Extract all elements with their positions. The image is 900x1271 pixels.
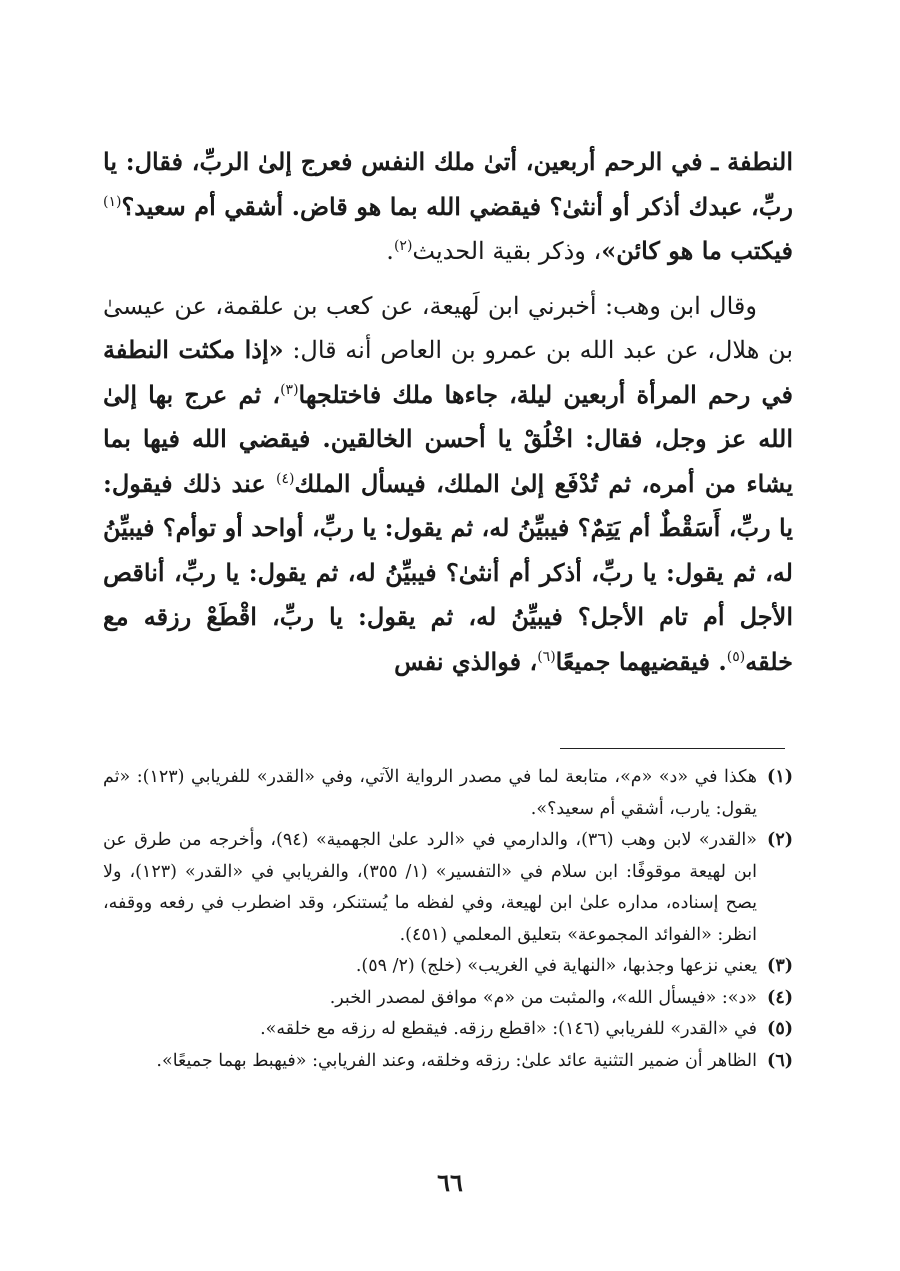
footnote-text: «د»: «فيسأل الله»، والمثبت من «م» موافق لمصدر الخبر. bbox=[329, 987, 757, 1008]
footnote-text: «القدر» لابن وهب (٣٦)، والدارمي في «الرد علىٰ الجهمية» (٩٤)، وأخرجه من طرق عن ابن لهيعة موقوفًا: ابن سلام في «التفسير» (١/ ٣٥٥)، والفريابي في «القدر» (١٢٣)، ولا يصح إسناده، مداره علىٰ ابن لهيعة، وفي لفظه ما يُستنكر، وقد اضطرب في رفعه ووقفه، انظر: «الفوائد المجموعة» بتعليق المعلمي (٤٥١). bbox=[103, 830, 758, 945]
footnote-item bbox=[103, 951, 793, 983]
text-segment: . bbox=[386, 237, 394, 265]
footnote-ref: (٥) bbox=[726, 648, 746, 665]
footnote-ref: (٤) bbox=[276, 470, 295, 487]
footnote-number: (٢) bbox=[767, 830, 793, 850]
text-segment: . فيقضيهما جميعًا bbox=[555, 646, 727, 676]
footnote-separator bbox=[560, 748, 785, 749]
text-segment: «إذا مكثت النطفة في رحم المرأة أربعين ليلة، جاءها ملك فاختلجها bbox=[103, 335, 793, 409]
footnote-number: (١) bbox=[767, 767, 793, 787]
footnote-number: (٤) bbox=[767, 987, 793, 1008]
footnote-number: (٥) bbox=[767, 1019, 793, 1039]
footnote-item bbox=[103, 983, 793, 1015]
footnote-item bbox=[103, 1014, 793, 1046]
text-segment: ، فوالذي نفس bbox=[394, 646, 538, 676]
paragraph-2 bbox=[103, 284, 793, 685]
main-body-text bbox=[103, 140, 793, 684]
footnote-ref: (٣) bbox=[280, 381, 299, 398]
text-segment: وقال ابن وهب: أخبرني ابن لَهيعة، عن كعب بن علقمة، عن عيسىٰ بن هلال، عن عبد الله بن عمرو بن العاص أنه قال: bbox=[103, 291, 793, 364]
footnote-number: (٦) bbox=[767, 1050, 793, 1071]
footnote-text: يعني نزعها وجذبها، «النهاية في الغريب» (خلج) (٢/ ٥٩). bbox=[355, 956, 757, 976]
text-segment: فيكتب ما هو كائن» bbox=[601, 236, 793, 265]
text-segment: ، وذكر بقية الحديث bbox=[412, 237, 602, 265]
footnote-ref: (٢) bbox=[393, 238, 413, 254]
footnote-item bbox=[103, 1046, 793, 1078]
text-segment: عند ذلك فيقول: يا ربِّ، أَسَقْطٌ أم يَتِمٌ؟ فيبيِّنُ له، ثم يقول: يا ربِّ، أواحد أو توأم؟ فيبيِّنُ له، ثم يقول: يا ربِّ، أذكر أم أنثىٰ؟ فيبيِّنُ له، ثم يقول: يا ربِّ، أناقص الأجل أم تام الأجل؟ فيبيِّنُ له، ثم يقول: يا ربِّ، اقْطَعْ رزقه مع خلقه bbox=[103, 468, 793, 676]
paragraph-1 bbox=[103, 140, 793, 274]
text-segment: ، ثم عرج بها إلىٰ الله عز وجل، فقال: اخْلُقْ يا أحسن الخالقين. فيقضي الله فيها بما يشاء من أمره، ثم تُدْفَع إلىٰ الملك، فيسأل الملك bbox=[103, 379, 794, 498]
footnote-text: هكذا في «د» «م»، متابعة لما في مصدر الرواية الآتي، وفي «القدر» للفريابي (١٢٣): «ثم يقول: يارب، أشقي أم سعيد؟». bbox=[103, 767, 757, 819]
footnote-ref: (٦) bbox=[537, 648, 556, 665]
footnote-text: في «القدر» للفريابي (١٤٦): «اقطع رزقه. فيقطع له رزقه مع خلقه». bbox=[260, 1019, 757, 1039]
footnote-item bbox=[103, 825, 793, 951]
page-number: ٦٦ bbox=[437, 1168, 463, 1197]
footnote-item bbox=[103, 762, 793, 825]
footnotes-section bbox=[103, 762, 793, 1077]
footnote-number: (٣) bbox=[767, 956, 793, 976]
footnote-text: الظاهر أن ضمير التثنية عائد علىٰ: رزقه وخلقه، وعند الفريابي: «فيهبط بهما جميعًا». bbox=[156, 1050, 757, 1071]
footnote-ref: (١) bbox=[103, 193, 122, 210]
text-segment: النطفة ـ في الرحم أربعين، أتىٰ ملك النفس فعرج إلىٰ الربِّ، فقال: يا ربِّ، عبدك أذكر أو أنثىٰ؟ فيقضي الله بما هو قاض. أشقي أم سعيد؟ bbox=[103, 147, 793, 221]
